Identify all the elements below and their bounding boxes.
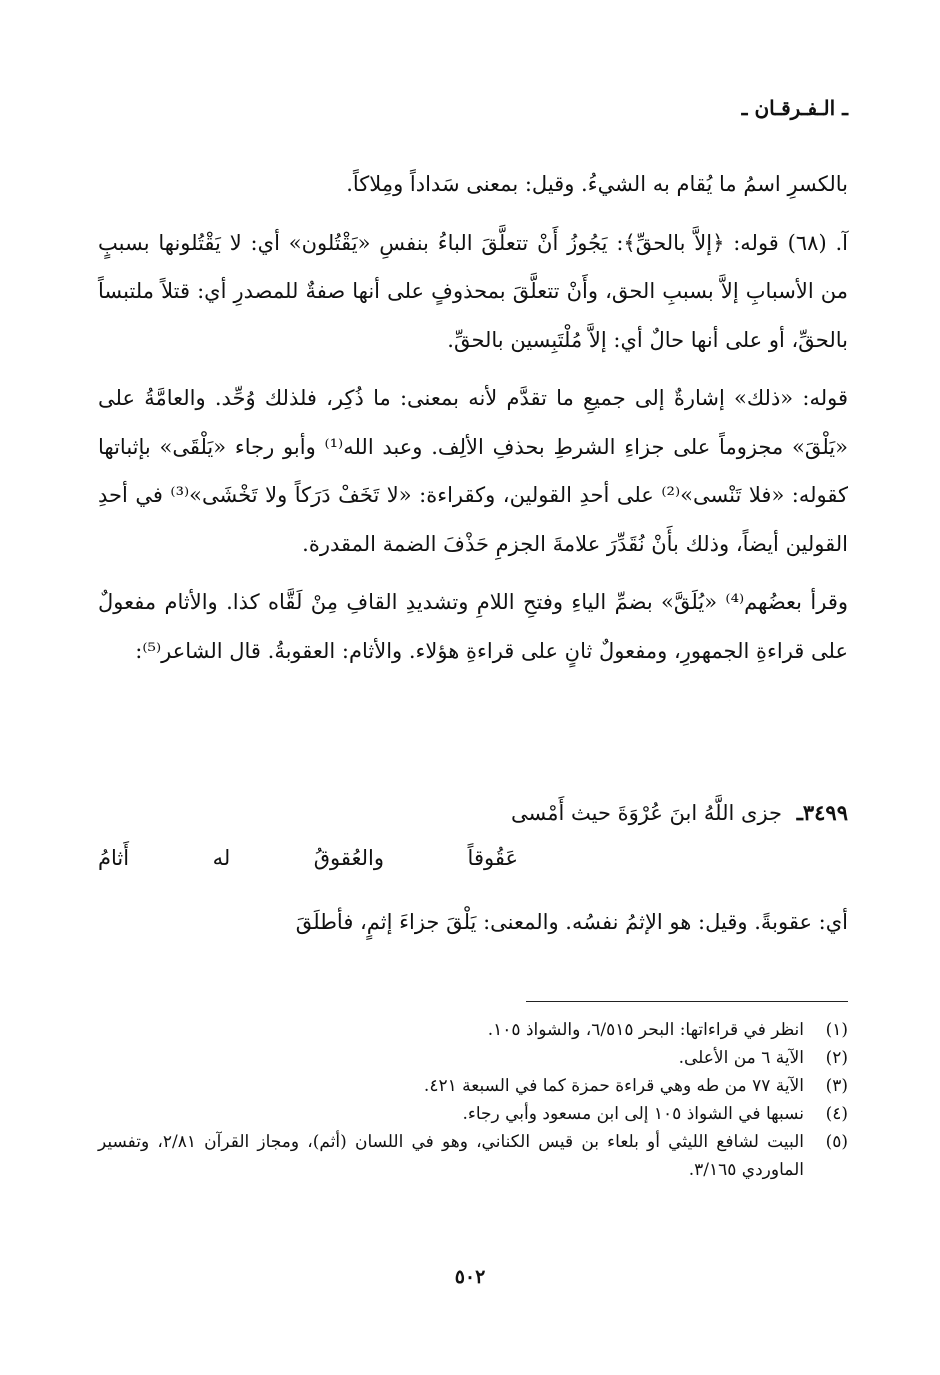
footnote-5 (98, 1128, 848, 1184)
footnote-marker: (٤) (825, 1104, 848, 1124)
verse-line-2: عَقُوقاً والعُقوقُ له أَثامُ (98, 846, 518, 870)
paragraph-5: أي: عقوبةً. وقيل: هو الإثمُ نفسُه. والمعنى: يَلْقَ جزاءَ إثمٍ، فأطلَقَ (295, 910, 848, 934)
verse-first-hemistich (511, 800, 848, 825)
footnotes (98, 1016, 848, 1184)
footnote-text: الآية ٧٧ من طه وهي قراءة حمزة كما في السبعة ٤٢١. (423, 1076, 804, 1096)
footnote-marker: (٣) (825, 1076, 848, 1096)
footnote-3 (98, 1072, 848, 1100)
main-text (98, 160, 848, 675)
footnote-marker: (٢) (825, 1048, 848, 1068)
footnote-text: نسبها في الشواذ ١٠٥ إلى ابن مسعود وأبي رجاء. (462, 1104, 804, 1124)
footnote-text: البيت لشافع الليثي أو بلعاء بن قيس الكناني، وهو في اللسان (أثم)، ومجاز القرآن ٢/٨١، وتفسير الماوردي ٣/١٦٥. (98, 1132, 805, 1180)
footnote-divider (526, 1001, 848, 1002)
page-number: ٥٠٢ (454, 1266, 486, 1288)
verse-line-1: جزى اللَّهُ ابنَ عُرْوَةَ حيث أَمْسى (511, 801, 783, 825)
footnote-text: الآية ٦ من الأعلى. (678, 1048, 804, 1068)
footnote-2 (98, 1044, 848, 1072)
paragraph-3: قوله: «ذلك» إشارةٌ إلى جميعِ ما تقدَّم لأنه بمعنى: ما ذُكِر، فلذلك وُحِّد. والعامَّةُ على «يَلْقَ» مجزوماً على جزاءِ الشرطِ بحذفِ الألِف. وعبد الله⁽¹⁾ وأبو رجاء «يَلْقَى» بإثباتها كقوله: «فلا تَنْسى»⁽²⁾ على أحدِ القولين، وكقراءة: «لا تَخَفْ دَرَكاً ولا تَخْشَى»⁽³⁾ في أحدِ القولين أيضاً، وذلك بأَنْ نُقَدِّرَ علامةَ الجزمِ حَذْفَ الضمة المقدرة. (98, 386, 848, 556)
footnote-text: انظر في قراءاتها: البحر ٦/٥١٥، والشواذ ١٠٥. (487, 1020, 804, 1040)
footnote-4 (98, 1100, 848, 1128)
verse-number: ٣٤٩٩ـ (796, 800, 848, 825)
after-verse-text (98, 898, 848, 946)
paragraph-1: بالكسرِ اسمُ ما يُقام به الشيءُ. وقيل: بمعنى سَداداً ومِلاكاً. (346, 172, 848, 196)
running-header: ـ الـفـرقـان ـ (741, 96, 848, 120)
footnote-marker: (٥) (825, 1132, 848, 1152)
paragraph-2: آ. (٦٨) قوله: ﴿إلاَّ بالحقِّ﴾: يَجُوزُ أَنْ تتعلَّقَ الباءُ بنفسِ «يَقْتُلون» أي: لا يَقْتُلونها بسببٍ من الأسبابِ إلاَّ بسببِ الحق، وأَنْ تتعلَّقَ بمحذوفٍ على أنها صفةٌ للمصدرِ أي: قتلاً ملتبساً بالحقِّ، أو على أنها حالٌ أي: إلاَّ مُلْتَبِسين بالحقِّ. (98, 230, 848, 352)
footnote-marker: (١) (825, 1020, 848, 1040)
footnote-1 (98, 1016, 848, 1044)
paragraph-4: وقرأ بعضُهم⁽⁴⁾ «يُلَقَّ» بضمِّ الياءِ وفتحِ اللامِ وتشديدِ القافِ مِنْ لَقَّاه كذا. والأثام مفعولٌ على قراءةِ الجمهورِ، ومفعولٌ ثانٍ على قراءةِ هؤلاء. والأثام: العقوبةُ. قال الشاعر⁽⁵⁾: (98, 590, 848, 663)
